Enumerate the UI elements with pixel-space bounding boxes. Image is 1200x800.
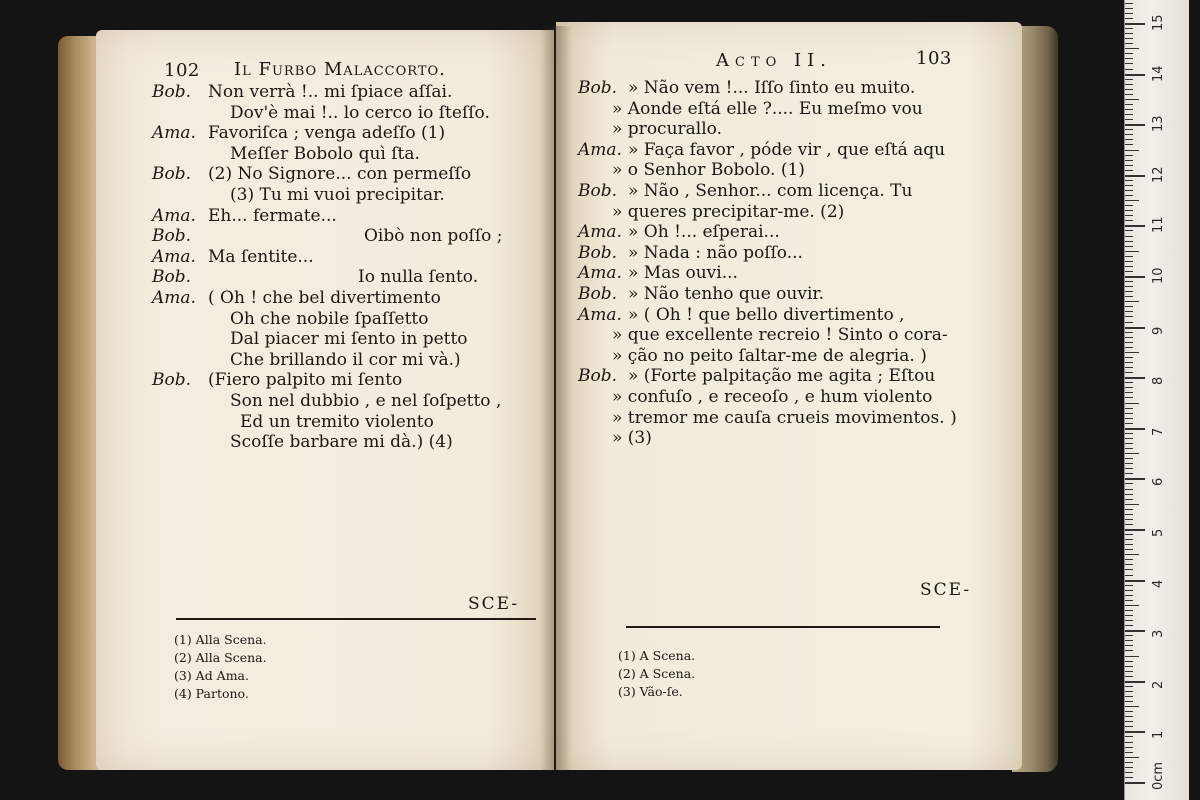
ruler-tick [1125,625,1133,626]
verse-line: (2) No Signore... con permeſſo [208,164,472,185]
ruler-tick [1125,33,1133,34]
ruler-tick [1125,645,1133,646]
verse-line: » ção no peito ſaltar-me de alegria. ) [612,345,927,366]
ruler-tick [1125,322,1133,323]
speaker-label: Ama. [152,123,196,144]
ruler-number: 1 [1151,731,1166,740]
ruler-tick [1125,236,1133,237]
verse-line: Oh che nobile ſpaſſetto [230,308,429,329]
ruler-tick [1125,256,1133,257]
page-number-left: 102 [164,60,200,81]
ruler-tick [1125,403,1139,404]
ruler-tick [1125,327,1145,329]
ruler-tick [1125,180,1133,181]
verse-line: Io nulla ſento. [358,267,479,288]
ruler-tick [1125,681,1145,683]
ruler-tick [1125,726,1133,727]
ruler-tick [1125,155,1133,156]
ruler-number: 13 [1151,115,1166,133]
ruler-number: 10 [1151,267,1166,284]
ruler-number: 4 [1151,579,1166,588]
ruler-tick [1125,453,1139,454]
speaker-label: Bob. [578,242,618,263]
ruler-tick [1125,241,1133,242]
ruler-tick [1125,777,1133,778]
verse-line: (Fiero palpito mi ſento [208,370,403,391]
ruler-tick [1125,230,1133,231]
verse-line: Meſſer Bobolo quì ſta. [230,143,420,164]
ruler-tick [1125,246,1133,247]
ruler-tick [1125,767,1133,768]
ruler-tick [1125,423,1133,424]
ruler-tick [1125,28,1133,29]
ruler-tick [1125,296,1133,297]
ruler-tick [1125,468,1133,469]
ruler-tick [1125,200,1139,201]
ruler-tick [1125,261,1133,262]
ruler-tick [1125,362,1133,363]
ruler-tick [1125,160,1133,161]
verse-line: » Não vem !... Iſſo ſinto eu muito. [628,78,916,98]
ruler-tick [1125,504,1139,505]
footnote: (4) Partono. [174,686,249,701]
ruler-tick [1125,372,1133,373]
right-catchword: SCE- [920,580,972,600]
ruler-tick [1125,144,1133,145]
ruler-tick [1125,600,1133,601]
ruler-tick [1125,286,1133,287]
ruler-tick [1125,134,1133,135]
ruler-tick [1125,377,1145,379]
speaker-label: Ama. [152,288,196,308]
ruler-tick [1125,731,1145,733]
verse-line: » Oh !... eſperai... [628,222,780,243]
footnote: (1) A Scena. [618,648,696,663]
ruler-tick [1125,463,1133,464]
ruler-tick [1125,544,1133,545]
ruler-tick [1125,53,1133,54]
ruler-tick [1125,63,1133,64]
ruler-tick [1125,478,1145,480]
verse-line: Che brillando il cor mi và.) [230,349,461,370]
ruler-tick [1125,595,1133,596]
ruler-tick [1125,686,1133,687]
ruler-tick [1125,3,1133,4]
ruler-tick [1125,357,1133,358]
ruler-tick [1125,8,1133,9]
verse-line: » queres precipitar-me. (2) [612,201,845,222]
footnote: (1) Alla Scena. [174,632,267,647]
ruler-tick [1125,119,1133,120]
ruler-tick [1125,519,1133,520]
ruler-tick [1125,13,1133,14]
ruler-tick [1125,443,1133,444]
ruler-tick [1125,661,1133,662]
ruler-tick [1125,175,1145,177]
ruler-tick [1125,757,1139,758]
ruler-tick [1125,185,1133,186]
speaker-label: Bob. [152,82,192,102]
speaker-label: Bob. [152,267,192,288]
verse-line: » Nada : não poſſo... [628,242,803,263]
ruler-tick [1125,747,1133,748]
ruler-tick [1125,58,1133,59]
ruler-number: 14 [1151,65,1166,82]
speaker-label: Bob. [578,366,618,387]
ruler-tick [1125,762,1133,763]
ruler-unit-label: 0cm [1151,761,1166,790]
ruler-tick [1125,367,1133,368]
verse-line: » Faça favor , póde vir , que eſtá aqu [628,139,946,160]
ruler-tick [1125,43,1133,44]
ruler-number: 9 [1151,326,1166,335]
footnote: (3) Ad Ama. [174,668,249,683]
ruler-tick [1125,124,1145,126]
ruler-tick [1125,499,1133,500]
ruler-tick [1125,74,1145,76]
footnote: (3) Vão-ſe. [618,684,683,699]
speaker-label: Ama. [578,222,622,243]
ruler-tick [1125,691,1133,692]
speaker-label: Bob. [578,181,618,201]
speaker-label: Ama. [152,246,196,267]
ruler-tick [1125,311,1133,312]
verse-line: » tremor me cauſa crueis movimentos. ) [612,407,957,428]
ruler-tick [1125,569,1133,570]
ruler-tick [1125,316,1133,317]
ruler-tick [1125,509,1133,510]
ruler-tick [1125,418,1133,419]
speaker-label: Bob. [152,370,192,391]
ruler-tick [1125,281,1133,282]
ruler-tick [1125,721,1133,722]
verse-line: Dal piacer mi ſento in petto [230,329,468,350]
ruler-tick [1125,433,1133,434]
ruler-tick [1125,458,1133,459]
ruler-tick [1125,640,1133,641]
ruler-number: 12 [1151,166,1166,183]
speaker-label: Bob. [152,164,192,185]
speaker-label: Bob. [152,226,192,247]
ruler-tick [1125,225,1145,227]
ruler-tick [1125,671,1133,672]
page-number-right: 103 [916,48,952,69]
verse-line: » Não tenho que ouvir. [628,284,825,304]
ruler-tick [1125,210,1133,211]
verse-line: Ed un tremito violento [240,411,434,432]
ruler-tick [1125,448,1133,449]
ruler-tick [1125,742,1133,743]
right-page [556,22,1022,770]
speaker-label: Ama. [578,139,622,160]
ruler-tick [1125,94,1133,95]
ruler-number: 7 [1151,427,1166,436]
ruler-tick [1125,489,1133,490]
ruler-tick [1125,706,1139,707]
verse-line: » (3) [612,428,652,449]
ruler-number: 11 [1151,216,1166,234]
speaker-label: Ama. [578,304,622,325]
ruler-tick [1125,114,1133,115]
ruler-tick [1125,539,1133,540]
ruler-tick [1125,139,1133,140]
verse-line: » Não , Senhor... com licença. Tu [628,181,913,201]
right-footnote-rule [626,626,940,628]
verse-line: (3) Tu mi vuoi precipitar. [230,185,445,205]
ruler-tick [1125,575,1133,576]
verse-line: » que excellente recreio ! Sinto o cora- [612,325,948,346]
ruler-tick [1125,494,1133,495]
ruler-tick [1125,215,1133,216]
ruler-tick [1125,387,1133,388]
ruler-tick [1125,676,1133,677]
verse-line: » o Senhor Bobolo. (1) [612,160,805,181]
ruler-tick [1125,18,1133,19]
ruler-tick [1125,438,1133,439]
ruler-number: 15 [1151,14,1166,31]
ruler-tick [1125,610,1133,611]
ruler-tick [1125,347,1133,348]
ruler-tick [1125,301,1139,302]
footnote: (2) Alla Scena. [174,650,267,665]
ruler-tick [1125,605,1139,606]
ruler-number: 3 [1151,629,1166,639]
ruler-tick [1125,342,1133,343]
ruler-tick [1125,580,1145,582]
ruler-tick [1125,656,1139,657]
ruler-tick [1125,514,1133,515]
ruler-tick [1125,473,1133,474]
speaker-label: Bob. [578,284,618,304]
verse-line: Favoriſca ; venga adeſſo (1) [208,123,446,144]
verse-line: » ( Oh ! que bello divertimento , [628,304,905,325]
speaker-label: Bob. [578,78,618,98]
ruler-tick [1125,736,1133,737]
ruler-tick [1125,590,1133,591]
running-title-right: Acto II. [716,50,832,71]
ruler-tick [1125,129,1133,130]
verse-line: » confuſo , e receoſo , e hum violento [612,387,933,407]
ruler-tick [1125,69,1133,70]
ruler-tick [1125,392,1133,393]
ruler-tick [1125,408,1133,409]
ruler-number: 6 [1151,478,1166,487]
ruler-tick [1125,352,1139,353]
ruler-tick [1125,549,1133,550]
ruler-tick [1125,620,1133,621]
ruler-tick [1125,38,1133,39]
verse-line: Non verrà !.. mi ſpiace aſſai. [208,82,453,102]
ruler-tick [1125,666,1133,667]
ruler-tick [1125,150,1139,151]
measuring-ruler [1124,0,1189,800]
ruler-tick [1125,564,1133,565]
ruler-tick [1125,276,1145,278]
ruler-tick [1125,205,1133,206]
ruler-tick [1125,220,1133,221]
ruler-tick [1125,337,1133,338]
ruler-tick [1125,554,1139,555]
verse-line: Dov'è mai !.. lo cerco io ſteſſo. [230,102,490,123]
verse-line: Scoſſe barbare mi dà.) (4) [230,432,453,453]
ruler-tick [1125,711,1133,712]
ruler-tick [1125,23,1145,25]
ruler-tick [1125,48,1139,49]
ruler-tick [1125,483,1133,484]
ruler-tick [1125,306,1133,307]
verse-line: » Mas ouvi... [628,263,738,284]
ruler-tick [1125,585,1133,586]
ruler-tick [1125,104,1133,105]
ruler-tick [1125,529,1145,531]
ruler-tick [1125,251,1139,252]
ruler-tick [1125,716,1133,717]
ruler-tick [1125,165,1133,166]
ruler-tick [1125,79,1133,80]
verse-line: » procurallo. [612,119,722,140]
ruler-tick [1125,701,1133,702]
left-footnote-rule [176,618,536,620]
ruler-tick [1125,635,1133,636]
ruler-tick [1125,534,1133,535]
ruler-tick [1125,772,1133,773]
verse-line: ( Oh ! che bel divertimento [208,288,441,308]
ruler-tick [1125,630,1145,632]
book-gutter [540,26,572,770]
speaker-label: Ama. [578,263,622,284]
ruler-tick [1125,382,1133,383]
ruler-tick [1125,190,1133,191]
ruler-tick [1125,332,1133,333]
ruler-tick [1125,397,1133,398]
left-catchword: SCE- [468,594,520,614]
speaker-label: Ama. [152,205,196,226]
ruler-tick [1125,89,1133,90]
verse-line: » (Forte palpitação me agita ; Eſtou [628,366,936,387]
ruler-tick [1125,170,1133,171]
verse-line: Eh... fermate... [208,205,337,226]
ruler-tick [1125,99,1139,100]
ruler-number: 2 [1151,680,1166,689]
left-page [96,30,554,770]
verse-line: Son nel dubbio , e nel ſoſpetto , [230,391,502,411]
verse-line: » Aonde eſtá elle ?.... Eu meſmo vou [612,98,923,119]
ruler-tick [1125,615,1133,616]
ruler-tick [1125,524,1133,525]
ruler-tick [1125,271,1133,272]
verse-line: Oibò non poſſo ; [364,226,503,247]
ruler-tick [1125,559,1133,560]
ruler-tick [1125,195,1133,196]
ruler-tick [1125,752,1133,753]
ruler-number: 5 [1151,528,1166,537]
ruler-tick [1125,413,1133,414]
ruler-tick [1125,109,1133,110]
ruler-tick [1125,266,1133,267]
running-title-left: Il Furbo Malaccorto. [234,59,446,80]
verse-line: Ma ſentite... [208,246,314,267]
ruler-number: 8 [1151,376,1166,386]
footnote: (2) A Scena. [618,666,696,681]
ruler-tick [1125,696,1133,697]
ruler-tick [1125,84,1133,85]
ruler-tick [1125,782,1145,784]
ruler-tick [1125,291,1133,292]
ruler-tick [1125,428,1145,430]
ruler-tick [1125,650,1133,651]
